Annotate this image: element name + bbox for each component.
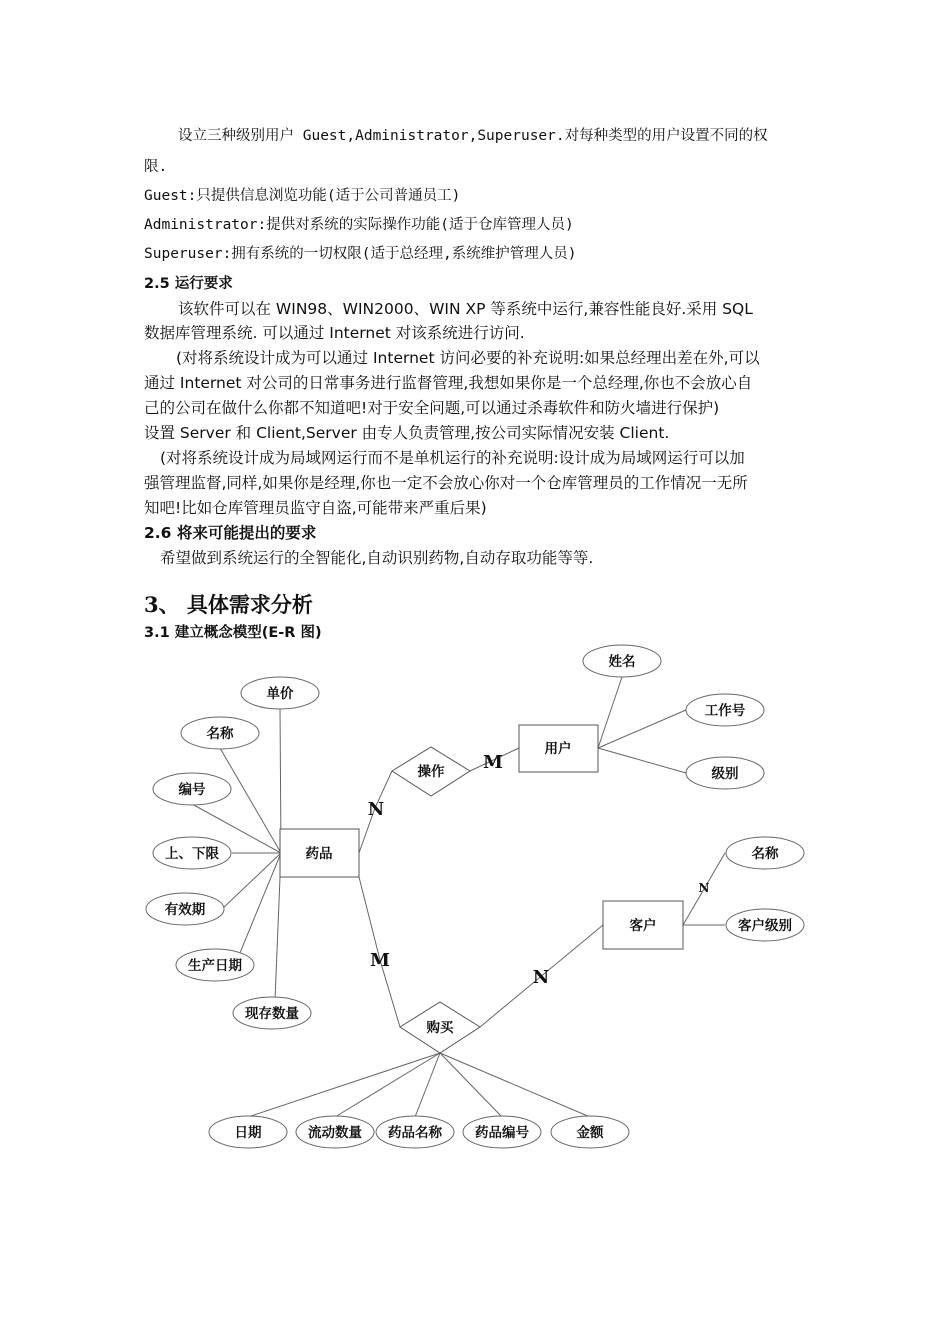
paragraph-superuser: Superuser:拥有系统的一切权限(适于总经理,系统维护管理人员) — [144, 246, 577, 262]
card-customer-name: N — [698, 881, 710, 895]
paragraph-user-levels-cont: 限. — [144, 159, 168, 175]
attr-yaopin-label-2: 编号 — [178, 782, 206, 798]
paragraph-administrator: Administrator:提供对系统的实际操作功能(适于仓库管理人员) — [144, 217, 574, 233]
card-goumai-customer: N — [532, 967, 550, 988]
paragraph-internet-1: (对将系统设计成为可以通过 Internet 访问必要的补充说明:如果总经理出差在外,可以 — [176, 349, 760, 367]
paragraph-guest: Guest:只提供信息浏览功能(适于公司普通员工) — [144, 188, 461, 204]
card-goumai-yaopin: M — [370, 950, 390, 971]
heading-3: 3、 具体需求分析 — [144, 592, 313, 617]
paragraph-lan-3: 知吧!比如仓库管理员监守自盗,可能带来严重后果) — [144, 499, 487, 517]
attr-yaopin-label-1: 名称 — [206, 726, 234, 742]
attr-user-label-2: 级别 — [711, 766, 739, 782]
relation-caozuo-label: 操作 — [417, 764, 445, 780]
customer-attributes — [726, 837, 804, 941]
paragraph-run-req-2: 数据库管理系统. 可以通过 Internet 对该系统进行访问. — [144, 324, 525, 342]
paragraph-future: 希望做到系统运行的全智能化,自动识别药物,自动存取功能等等. — [160, 549, 594, 567]
attr-goumai-label-4: 金额 — [576, 1125, 604, 1141]
attr-user-label-0: 姓名 — [608, 654, 636, 670]
paragraph-internet-2: 通过 Internet 对公司的日常事务进行监督管理,我想如果你是一个总经理,你也不会放心自 — [144, 374, 753, 392]
entity-user-label: 用户 — [544, 741, 572, 757]
attr-yaopin-label-4: 有效期 — [164, 902, 206, 918]
attr-yaopin-label-5: 生产日期 — [188, 958, 242, 974]
heading-2-6: 2.6 将来可能提出的要求 — [144, 524, 317, 542]
attr-goumai-label-0: 日期 — [234, 1125, 262, 1141]
paragraph-lan-2: 强管理监督,同样,如果你是经理,你也一定不会放心你对一个仓库管理员的工作情况一无所 — [144, 474, 748, 492]
paragraph-run-req-1: 该软件可以在 WIN98、WIN2000、WIN XP 等系统中运行,兼容性能良好.采用 SQL — [178, 300, 753, 318]
card-caozuo-yaopin: N — [367, 799, 385, 820]
paragraph-internet-3: 己的公司在做什么你都不知道吧!对于安全问题,可以通过杀毒软件和防火墙进行保护) — [144, 399, 720, 417]
attr-customer-label-0: 名称 — [751, 846, 779, 862]
paragraph-user-levels: 设立三种级别用户 Guest,Administrator,Superuser.对每种类型的用户设置不同的权 — [178, 128, 768, 144]
attr-yaopin-label-0: 单价 — [266, 686, 294, 702]
user-attributes — [583, 645, 764, 789]
card-caozuo-user: M — [483, 752, 503, 773]
attr-user-label-1: 工作号 — [704, 703, 746, 719]
attr-goumai-label-3: 药品编号 — [475, 1125, 529, 1141]
goumai-attributes — [209, 1116, 629, 1148]
relation-goumai-label: 购买 — [426, 1020, 454, 1036]
heading-3-1: 3.1 建立概念模型(E-R 图) — [144, 625, 322, 641]
attr-customer-label-1: 客户级别 — [738, 918, 792, 934]
attr-yaopin-label-6: 现存数量 — [245, 1006, 299, 1022]
er-connectors — [192, 677, 725, 1117]
attr-goumai-label-2: 药品名称 — [388, 1125, 442, 1141]
heading-2-5: 2.5 运行要求 — [144, 276, 233, 292]
entity-customer-label: 客户 — [629, 918, 657, 934]
attr-goumai-label-1: 流动数量 — [308, 1125, 362, 1141]
paragraph-lan-1: (对将系统设计成为局域网运行而不是单机运行的补充说明:设计成为局域网运行可以加 — [160, 449, 745, 467]
entity-yaopin-label: 药品 — [305, 846, 333, 862]
attr-yaopin-label-3: 上、下限 — [165, 846, 219, 862]
paragraph-server-client: 设置 Server 和 Client,Server 由专人负责管理,按公司实际情况安装 Client. — [144, 424, 670, 442]
